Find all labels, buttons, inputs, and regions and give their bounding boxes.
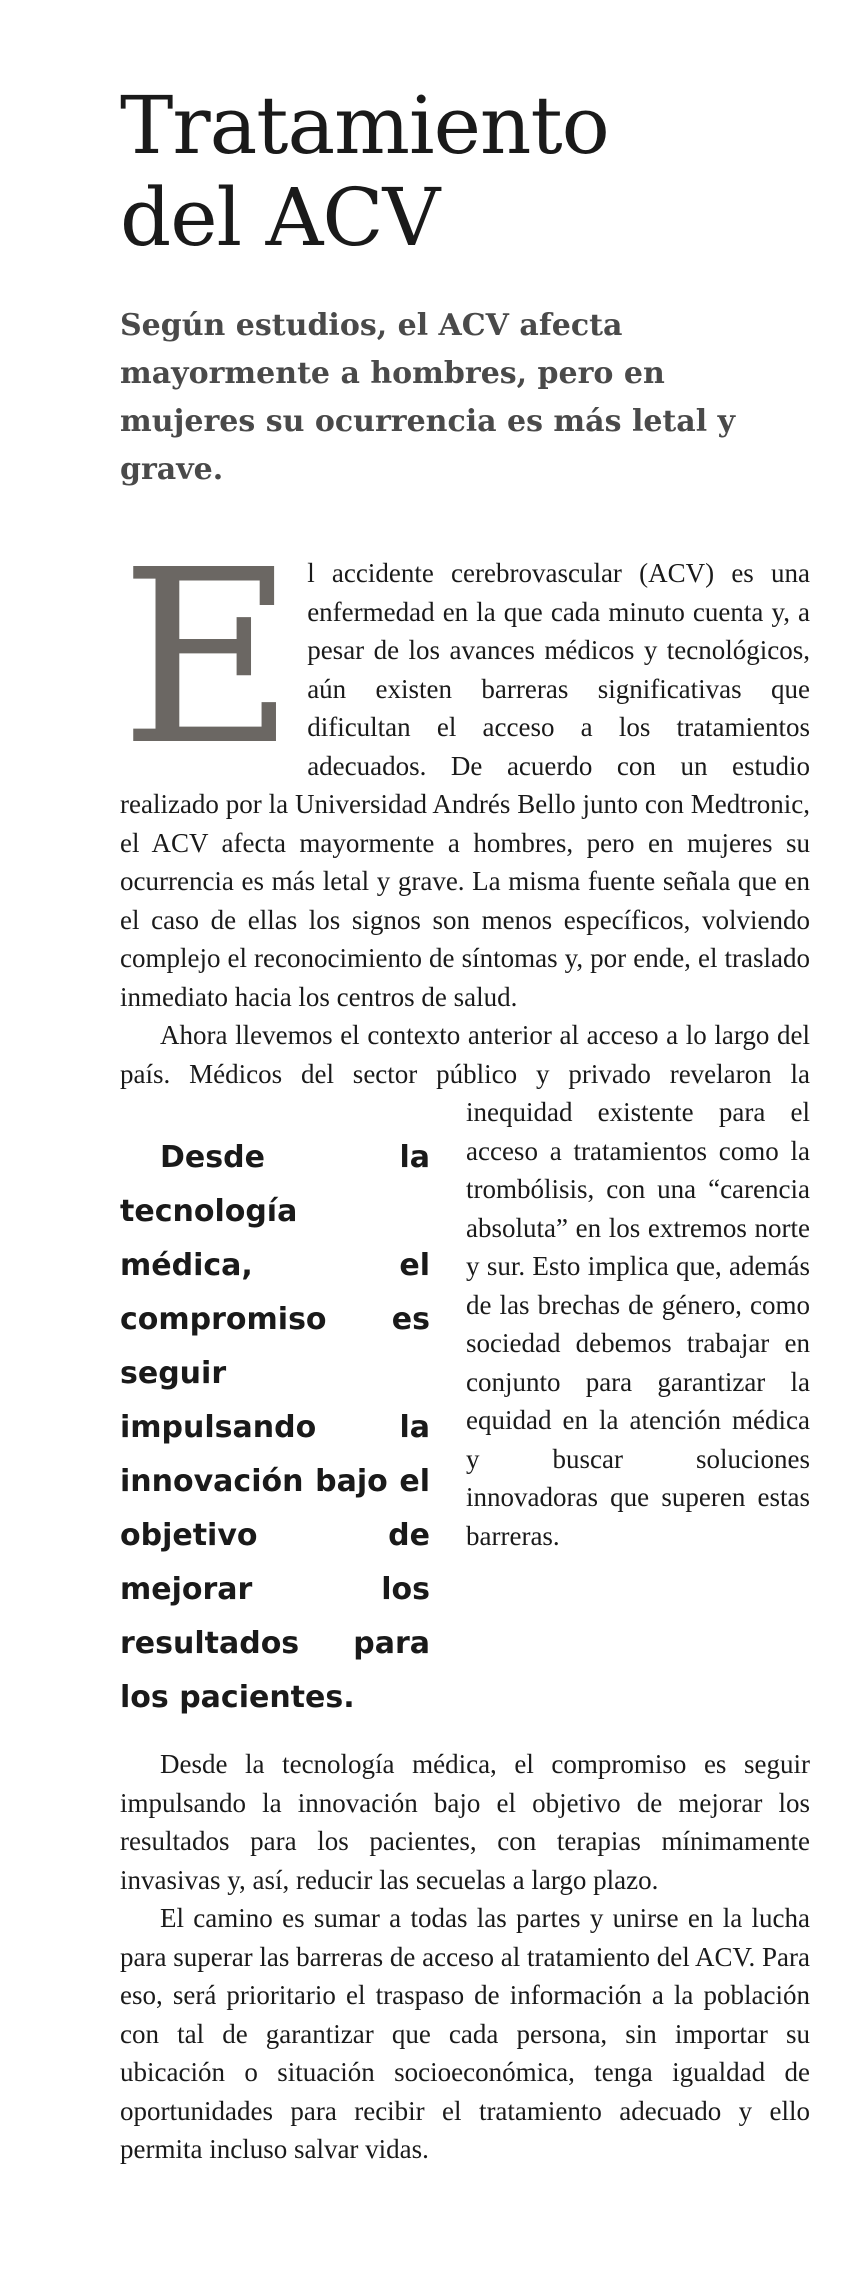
article-page	[120, 80, 810, 2169]
paragraph-2-text-rest: revelaron la inequidad existente para el acceso a tratamientos como la trombólisis, con una “carencia absoluta” en los extremos norte y sur. Esto implica que, además de las brechas de género, como sociedad debemos trabajar en conjunto para garantizar la equidad en la atención médica y buscar soluciones innovadoras que superen estas barreras.	[466, 1058, 810, 1551]
paragraph-1	[120, 518, 810, 1016]
title-line-2: del ACV	[120, 171, 440, 264]
paragraph-2-intro	[120, 1016, 810, 1715]
article-body	[120, 518, 810, 2169]
title-line-1: Tratamiento	[120, 79, 609, 172]
drop-cap: E	[120, 518, 296, 798]
paragraph-1-text: l accidente cerebrovascular (ACV) es una enfermedad en la que cada minuto cuenta y, a pesar de los avances médicos y tecnológicos, aún existen barreras significativas que dificultan el acceso a los tratamientos adecuados. De acuerdo con un estudio realizado por la Universidad Andrés Bello junto con Medtronic, el ACV afecta mayormente a hombres, pero en mujeres su ocurrencia es más letal y grave. La misma fuente señala que en el caso de ellas los signos son menos específicos, volviendo complejo el reconocimiento de síntomas y, por ende, el traslado inmediato hacia los centros de salud.	[120, 558, 810, 1012]
article-lead: Según estudios, el ACV afecta mayormente a hombres, pero en mujeres su ocurrencia es más letal y grave.	[120, 308, 735, 487]
pull-quote: Desde la tecnología médica, el compromiso es seguir impulsando la innovación bajo el objetivo de mejorar los resultados para los pacientes.	[120, 1140, 430, 1715]
paragraph-3: Desde la tecnología médica, el compromiso es seguir impulsando la innovación bajo el objetivo de mejorar los resultados para los pacientes, con terapias mínimamente invasivas y, así, reducir las secuelas a largo plazo.	[120, 1749, 810, 1895]
paragraph-2-text-start: Ahora llevemos el contexto anterior al acceso a lo largo del país. Médicos del sector público y privado	[120, 1020, 810, 1089]
paragraph-4: El camino es sumar a todas las partes y unirse en la lucha para superar las barreras de acceso al tratamiento del ACV. Para eso, será prioritario el traspaso de información a la población con tal de garantizar que cada persona, sin importar su ubicación o situación socioeconómica, tenga igualdad de oportunidades para recibir el tratamiento adecuado y ello permita incluso salvar vidas.	[120, 1903, 810, 2164]
article-title	[120, 80, 810, 264]
